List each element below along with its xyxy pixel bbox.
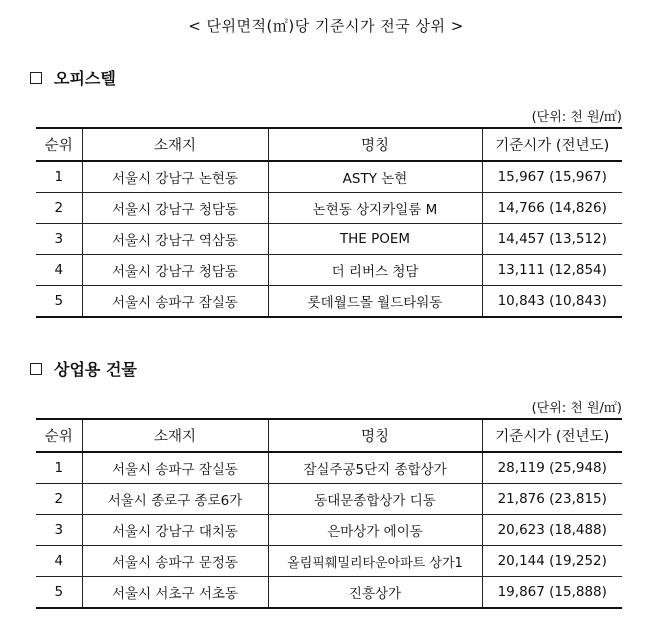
- column-header-rank: 순위: [36, 419, 82, 452]
- checkbox-square-icon: [30, 363, 42, 375]
- rank-cell: 2: [36, 193, 82, 224]
- column-header-name: 명칭: [268, 128, 482, 161]
- table-row: [36, 452, 622, 484]
- column-header-name: 명칭: [268, 419, 482, 452]
- location-cell: 서울시 송파구 잠실동: [82, 286, 268, 318]
- name-cell: 진흥상가: [268, 577, 482, 609]
- table-row: [36, 224, 622, 255]
- price-cell: 14,766 (14,826): [482, 193, 622, 224]
- rank-cell: 2: [36, 484, 82, 515]
- location-cell: 서울시 강남구 대치동: [82, 515, 268, 546]
- column-header-location: 소재지: [82, 419, 268, 452]
- location-cell: 서울시 송파구 문정동: [82, 546, 268, 577]
- rank-cell: 1: [36, 161, 82, 193]
- column-header-price: 기준시가 (전년도): [482, 128, 622, 161]
- location-cell: 서울시 강남구 역삼동: [82, 224, 268, 255]
- location-cell: 서울시 종로구 종로6가: [82, 484, 268, 515]
- table-row: [36, 161, 622, 193]
- price-cell: 10,843 (10,843): [482, 286, 622, 318]
- column-header-price: 기준시가 (전년도): [482, 419, 622, 452]
- table-row: [36, 546, 622, 577]
- rank-cell: 4: [36, 546, 82, 577]
- name-cell: 잠실주공5단지 종합상가: [268, 452, 482, 484]
- section-heading-commercial: [30, 357, 137, 380]
- price-cell: 20,623 (18,488): [482, 515, 622, 546]
- name-cell: 롯데월드몰 월드타워동: [268, 286, 482, 318]
- table-row: [36, 255, 622, 286]
- page-title: < 단위면적(㎡)당 기준시가 전국 상위 >: [188, 17, 464, 35]
- price-cell: 13,111 (12,854): [482, 255, 622, 286]
- location-cell: 서울시 강남구 청담동: [82, 255, 268, 286]
- commercial-table: [36, 418, 622, 609]
- rank-cell: 5: [36, 286, 82, 318]
- unit-label: (단위: 천 원/㎡): [531, 110, 622, 125]
- table-row: [36, 286, 622, 318]
- rank-cell: 5: [36, 577, 82, 609]
- rank-cell: 1: [36, 452, 82, 484]
- location-cell: 서울시 강남구 청담동: [82, 193, 268, 224]
- location-cell: 서울시 송파구 잠실동: [82, 452, 268, 484]
- unit-label: (단위: 천 원/㎡): [531, 401, 622, 416]
- location-cell: 서울시 강남구 논현동: [82, 161, 268, 193]
- rank-cell: 3: [36, 224, 82, 255]
- rank-cell: 4: [36, 255, 82, 286]
- price-cell: 19,867 (15,888): [482, 577, 622, 609]
- price-cell: 28,119 (25,948): [482, 452, 622, 484]
- section-heading-officetel: [30, 66, 116, 89]
- section-heading-label: 상업용 건물: [54, 360, 137, 379]
- table-row: [36, 515, 622, 546]
- table-header-row: [36, 128, 622, 161]
- checkbox-square-icon: [30, 72, 42, 84]
- table-row: [36, 484, 622, 515]
- name-cell: 더 리버스 청담: [268, 255, 482, 286]
- location-cell: 서울시 서초구 서초동: [82, 577, 268, 609]
- name-cell: 올림픽훼밀리타운아파트 상가1: [268, 546, 482, 577]
- price-cell: 21,876 (23,815): [482, 484, 622, 515]
- column-header-rank: 순위: [36, 128, 82, 161]
- table-header-row: [36, 419, 622, 452]
- price-cell: 15,967 (15,967): [482, 161, 622, 193]
- section-heading-label: 오피스텔: [54, 69, 116, 88]
- name-cell: 은마상가 에이동: [268, 515, 482, 546]
- name-cell: 논현동 상지카일룸 M: [268, 193, 482, 224]
- name-cell: THE POEM: [268, 224, 482, 255]
- table-row: [36, 193, 622, 224]
- rank-cell: 3: [36, 515, 82, 546]
- name-cell: 동대문종합상가 디동: [268, 484, 482, 515]
- price-cell: 14,457 (13,512): [482, 224, 622, 255]
- name-cell: ASTY 논현: [268, 161, 482, 193]
- column-header-location: 소재지: [82, 128, 268, 161]
- officetel-table: [36, 127, 622, 318]
- table-row: [36, 577, 622, 609]
- price-cell: 20,144 (19,252): [482, 546, 622, 577]
